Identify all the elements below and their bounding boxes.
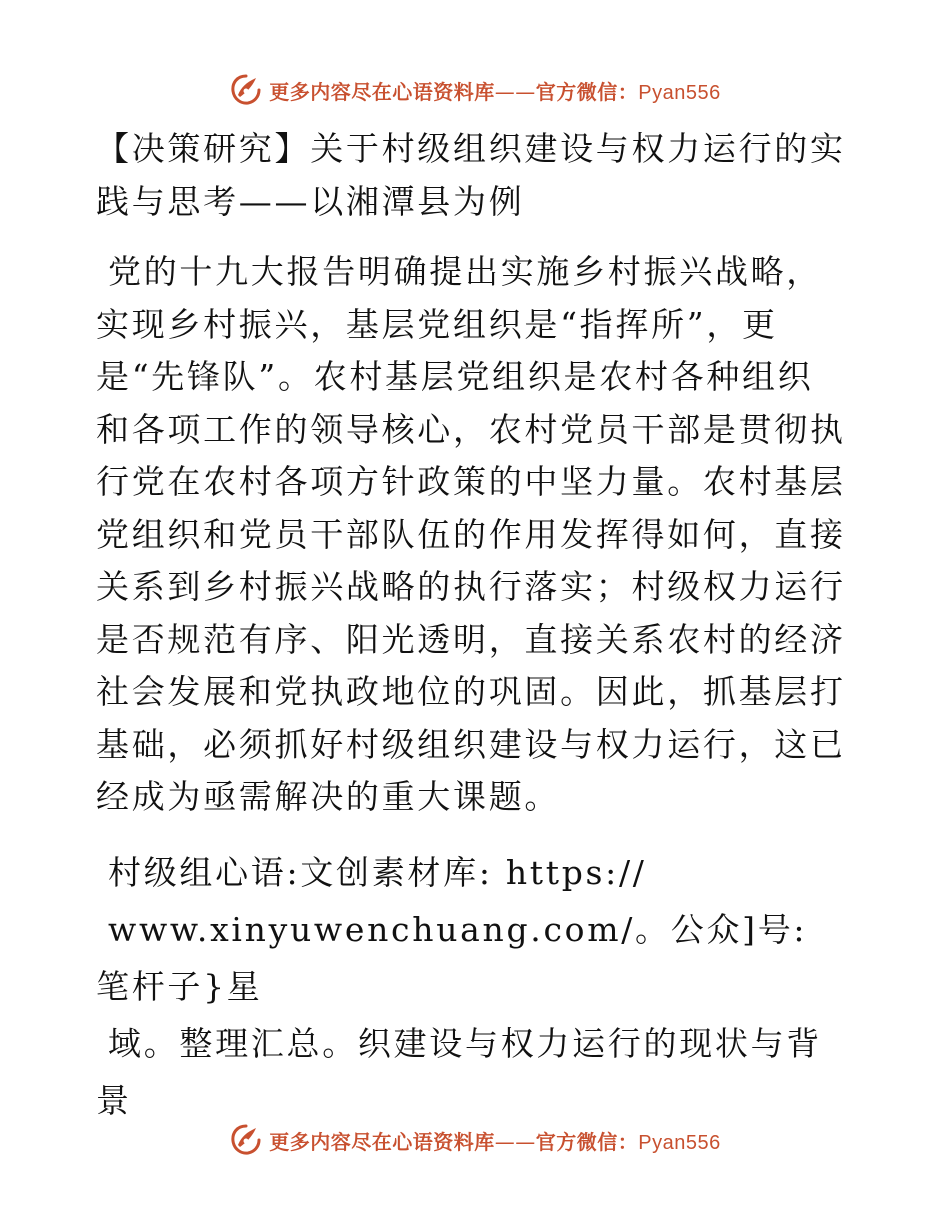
header-banner: [0, 70, 950, 110]
banner-contact-label: 官方微信：: [535, 1129, 639, 1154]
banner-site-text: 更多内容尽在心语资料库: [269, 79, 495, 104]
banner-contact-label: 官方微信：: [535, 79, 639, 104]
paragraph-intro: 党的十九大报告明确提出实施乡村振兴战略，实现乡村振兴，基层党组织是“指挥所”，更是“先锋队”。农村基层党组织是农村各种组织和各项工作的领导核心，农村党员干部是贯彻执行党在农村各项方针政策的中坚力量。农村基层党组织和党员干部队伍的作用发挥得如何，直接关系到乡村振兴战略的执行落实；村级权力运行是否规范有序、阳光透明，直接关系农村的经济社会发展和党执政地位的巩固。因此，抓基层打基础，必须抓好村级组织建设与权力运行，这已经成为亟需解决的重大课题。: [96, 252, 846, 816]
banner-site-text: 更多内容尽在心语资料库: [269, 1129, 495, 1154]
paragraph-line: 村级组心语:文创素材库: https://: [108, 852, 647, 892]
banner-separator: ——: [494, 79, 536, 104]
quill-swirl-logo-icon: [229, 73, 263, 107]
document-body: [96, 122, 848, 1129]
paragraph-section-start: [96, 844, 848, 1129]
banner-text-group: [269, 1126, 720, 1155]
document-title: 【决策研究】关于村级组织建设与权力运行的实践与思考——以湘潭县为例: [96, 129, 846, 221]
quill-swirl-logo-icon: [229, 1123, 263, 1157]
paragraph-line: 域。整理汇总。织建设与权力运行的现状与背景: [96, 1023, 822, 1120]
banner-contact-handle: Pyan556: [638, 81, 721, 104]
footer-banner: [0, 1120, 950, 1160]
paragraph-line: www.xinyuwenchuang.com/。公众]号: 笔杆子}星: [96, 909, 808, 1006]
banner-contact-handle: Pyan556: [638, 1131, 721, 1154]
banner-separator: ——: [494, 1129, 536, 1154]
banner-text-group: [269, 76, 720, 105]
